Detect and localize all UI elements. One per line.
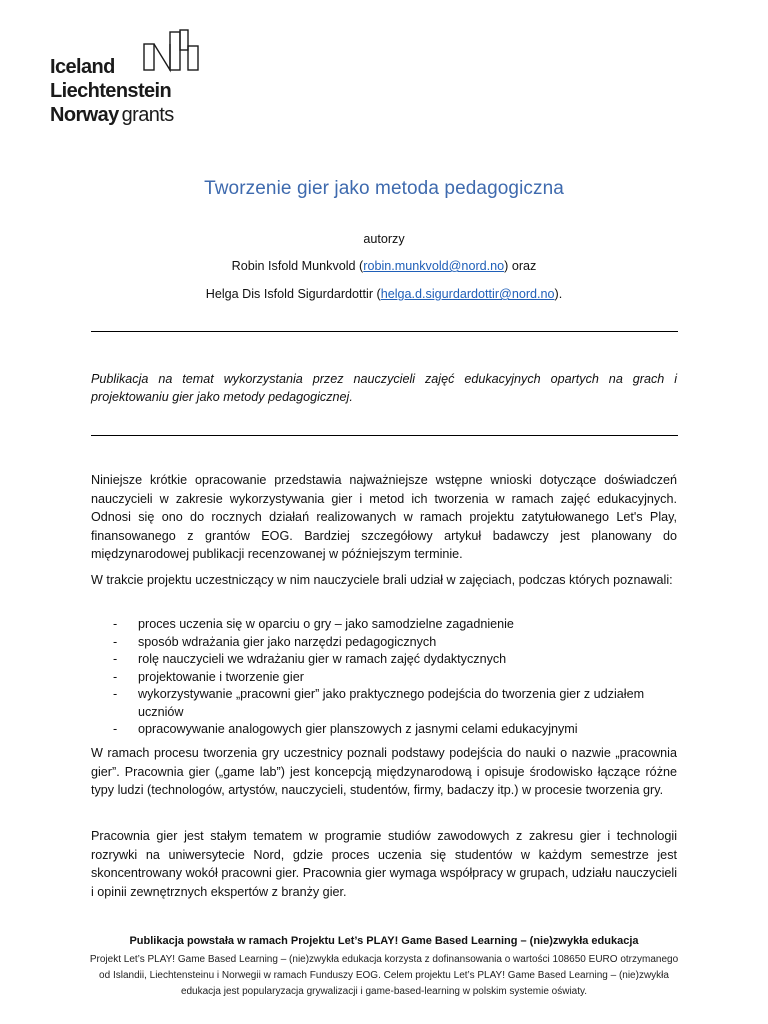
list-item (91, 686, 677, 721)
list-item-text: wykorzystywanie „pracowni gier” jako praktycznego podejścia do tworzenia gier z udziałem uczniów (138, 687, 645, 719)
logo-line-norway (50, 104, 174, 126)
author-2 (0, 287, 768, 301)
author-2-name: Helga Dis Isfold Sigurdardottir ( (205, 287, 381, 301)
grants-logo-mark-icon (142, 28, 200, 74)
list-item-text: projektowanie i tworzenie gier (138, 669, 304, 684)
list-item-text: proces uczenia się w oparciu o gry – jako samodzielne zagadnienie (138, 617, 514, 631)
author-1-email-link[interactable]: robin.munkvold@nord.no (363, 259, 505, 273)
grants-logo (50, 28, 220, 128)
bullet-marker: - (113, 669, 118, 684)
footer-text: Projekt Let’s PLAY! Game Based Learning – (nie)zwykła edukacja korzysta z dofinansowania o wartości 108650 EURO otrzymanego od Islandii, Liechtensteinu i Norwegii w ramach Funduszy EOG. Celem projektu Let’s PLAY! Game Based Learning – (nie)zwykła edukacja jest popularyzacja grywalizacji i game-based-learning w polskim systemie oświaty. (89, 954, 679, 997)
logo-line-iceland: Iceland (50, 56, 115, 78)
logo-line-liechtenstein: Liechtenstein (50, 80, 172, 102)
bullet-marker: - (113, 634, 118, 649)
document-title: Tworzenie gier jako metoda pedagogiczna (204, 178, 564, 199)
footer-title: Publikacja powstała w ramach Projektu Let’s PLAY! Game Based Learning – (nie)zwykła edukacja (129, 935, 639, 947)
list-item (91, 634, 677, 652)
author-2-email-link[interactable]: helga.d.sigurdardottir@nord.no (380, 287, 555, 301)
list-item (91, 669, 677, 687)
list-item (91, 721, 677, 739)
paragraph-4: Pracownia gier jest stałym tematem w programie studiów zawodowych z zakresu gier i technologii rozrywki na uniwersytecie Nord, gdzie proces uczenia się studentów w każdym semestrze jest skoncentrowany wokół pracowni gier. Pracownia gier wymaga współpracy w grupach, udziału nauczycieli i opinii zewnętrznych ekspertów z branży gier. (91, 829, 677, 899)
divider-bottom (91, 435, 678, 436)
author-1 (0, 259, 768, 273)
bullet-marker: - (113, 722, 118, 736)
list-item-text: opracowywanie analogowych gier planszowych z jasnymi celami edukacyjnymi (138, 722, 578, 736)
paragraph-3: W ramach procesu tworzenia gry uczestnicy poznali podstawy podejścia do nauki o nazwie „pracownia gier”. Pracownia gier („game lab”) jest koncepcją międzynarodową i opisuje środowisko łączące różne typy ludzi (technologów, artystów, nauczycieli, studentów, firmy, badaczy itp.) w procesie tworzenia gry. (91, 746, 677, 797)
paragraph-1: Niniejsze krótkie opracowanie przedstawia najważniejsze wstępne wnioski dotyczące doświadczeń nauczycieli w zakresie wykorzystywania gier i metod ich tworzenia w ramach zajęć edukacyjnych. Odnosi się ono do rocznych działań realizowanych w ramach projektu zatytułowanego Let's Play, finansowanego z grantów EOG. Bardziej szczegółowy artykuł badawczy jest planowany do międzynarodowej publikacji recenzowanej w późniejszym terminie. (91, 473, 677, 561)
abstract: Publikacja na temat wykorzystania przez nauczycieli zajęć edukacyjnych opartych na grach i projektowaniu gier jako metody pedagogicznej. (91, 372, 677, 404)
logo-norway: Norway (50, 104, 119, 126)
list-item-text: rolę nauczycieli we wdrażaniu gier w ramach zajęć dydaktycznych (138, 652, 507, 666)
list-item (91, 651, 677, 669)
bullet-marker: - (113, 652, 118, 666)
divider-top (91, 331, 678, 332)
paragraph-2: W trakcie projektu uczestniczący w nim nauczyciele brali udział w zajęciach, podczas których poznawali: (91, 573, 673, 587)
logo-grants: grants (121, 104, 174, 126)
author-2-suffix: ). (554, 287, 563, 301)
list-item (91, 616, 677, 634)
bullet-list (91, 616, 677, 739)
author-1-suffix: ) oraz (504, 259, 537, 273)
authors-label: autorzy (363, 232, 405, 246)
author-1-name: Robin Isfold Munkvold ( (231, 259, 364, 273)
bullet-marker: - (113, 687, 118, 701)
bullet-marker: - (113, 617, 118, 631)
list-item-text: sposób wdrażania gier jako narzędzi pedagogicznych (138, 634, 437, 649)
